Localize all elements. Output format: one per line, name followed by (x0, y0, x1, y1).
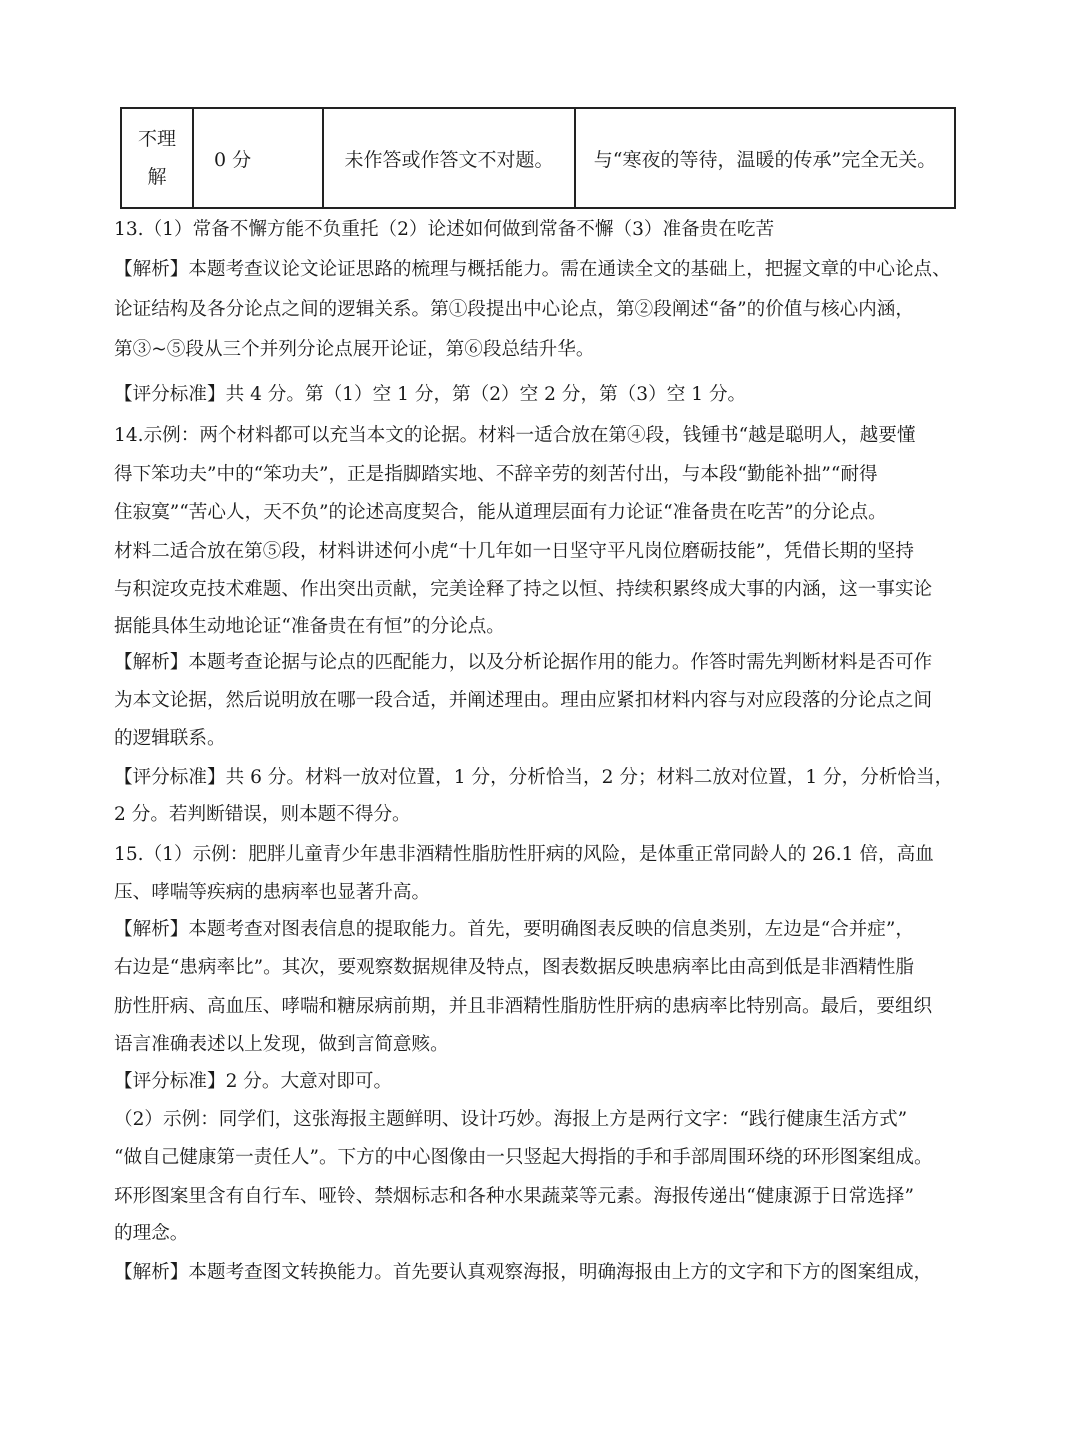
text-line: 【评分标准】共 4 分。第（1）空 1 分，第（2）空 2 分，第（3）空 1 分。 (114, 384, 747, 405)
text-line: 住寂寞”“苦心人，天不负”的论述高度契合，能从道理层面有力论证“准备贵在吃苦”的分论点。 (114, 502, 887, 523)
level-cell: 不理解 (121, 108, 193, 208)
text-line: 【评分标准】共 6 分。材料一放对位置，1 分，分析恰当，2 分；材料二放对位置，1 分，分析恰当， (114, 767, 954, 788)
score-cell: 0 分 (193, 108, 323, 208)
text-line: 得下笨功夫”中的“笨功夫”，正是指脚踏实地、不辞辛劳的刻苦付出，与本段“勤能补拙”“耐得 (114, 464, 878, 485)
text-line: 【评分标准】2 分。大意对即可。 (114, 1071, 393, 1092)
table-row (121, 108, 955, 208)
text-line: 的逻辑联系。 (114, 728, 226, 749)
text-line: 15.（1）示例：肥胖儿童青少年患非酒精性脂肪性肝病的风险，是体重正常同龄人的 26.1 倍，高血 (114, 844, 934, 865)
text-line: 肪性肝病、高血压、哮喘和糖尿病前期，并且非酒精性脂肪性肝病的患病率比特别高。最后，要组织 (114, 996, 933, 1017)
text-line: 与积淀攻克技术难题、作出突出贡献，完美诠释了持之以恒、持续积累终成大事的内涵，这一事实论 (114, 579, 933, 600)
text-line: 语言准确表述以上发现，做到言简意赅。 (114, 1034, 449, 1055)
text-line: 2 分。若判断错误，则本题不得分。 (114, 804, 411, 825)
text-line: 的理念。 (114, 1223, 189, 1244)
text-line: 压、哮喘等疾病的患病率也显著升高。 (114, 882, 431, 903)
text-line: 【解析】本题考查图文转换能力。首先要认真观察海报，明确海报由上方的文字和下方的图案组成， (114, 1262, 933, 1283)
text-line: 14.示例：两个材料都可以充当本文的论据。材料一适合放在第④段，钱锺书“越是聪明人，越要懂 (114, 425, 916, 446)
text-line: 【解析】本题考查议论文论证思路的梳理与概括能力。需在通读全文的基础上，把握文章的中心论点、 (114, 259, 951, 280)
text-line: 环形图案里含有自行车、哑铃、禁烟标志和各种水果蔬菜等元素。海报传递出“健康源于日常选择” (114, 1186, 914, 1207)
text-line: 【解析】本题考查论据与论点的匹配能力，以及分析论据作用的能力。作答时需先判断材料是否可作 (114, 652, 933, 673)
text-line: 据能具体生动地论证“准备贵在有恒”的分论点。 (114, 616, 505, 637)
text-line: （2）示例：同学们，这张海报主题鲜明、设计巧妙。海报上方是两行文字：“践行健康生活方式” (114, 1109, 908, 1130)
text-line: 13.（1）常备不懈方能不负重托（2）论述如何做到常备不懈（3）准备贵在吃苦 (114, 219, 775, 240)
criteria-cell: 未作答或作答文不对题。 (323, 108, 575, 208)
text-line: 论证结构及各分论点之间的逻辑关系。第①段提出中心论点，第②段阐述“备”的价值与核心内涵， (114, 299, 914, 320)
note-cell: 与“寒夜的等待，温暖的传承”完全无关。 (575, 108, 955, 208)
text-line: 【解析】本题考查对图表信息的提取能力。首先，要明确图表反映的信息类别，左边是“合并症”， (114, 919, 914, 940)
text-line: 右边是“患病率比”。其次，要观察数据规律及特点，图表数据反映患病率比由高到低是非酒精性脂 (114, 957, 914, 978)
text-line: 为本文论据，然后说明放在哪一段合适，并阐述理由。理由应紧扣材料内容与对应段落的分论点之间 (114, 690, 933, 711)
text-line: “做自己健康第一责任人”。下方的中心图像由一只竖起大拇指的手和手部周围环绕的环形图案组成。 (114, 1147, 933, 1168)
text-line: 材料二适合放在第⑤段，材料讲述何小虎“十几年如一日坚守平凡岗位磨砺技能”，凭借长期的坚持 (114, 541, 914, 562)
text-line: 第③~⑤段从三个并列分论点展开论证，第⑥段总结升华。 (114, 339, 595, 360)
grading-table (120, 107, 956, 209)
